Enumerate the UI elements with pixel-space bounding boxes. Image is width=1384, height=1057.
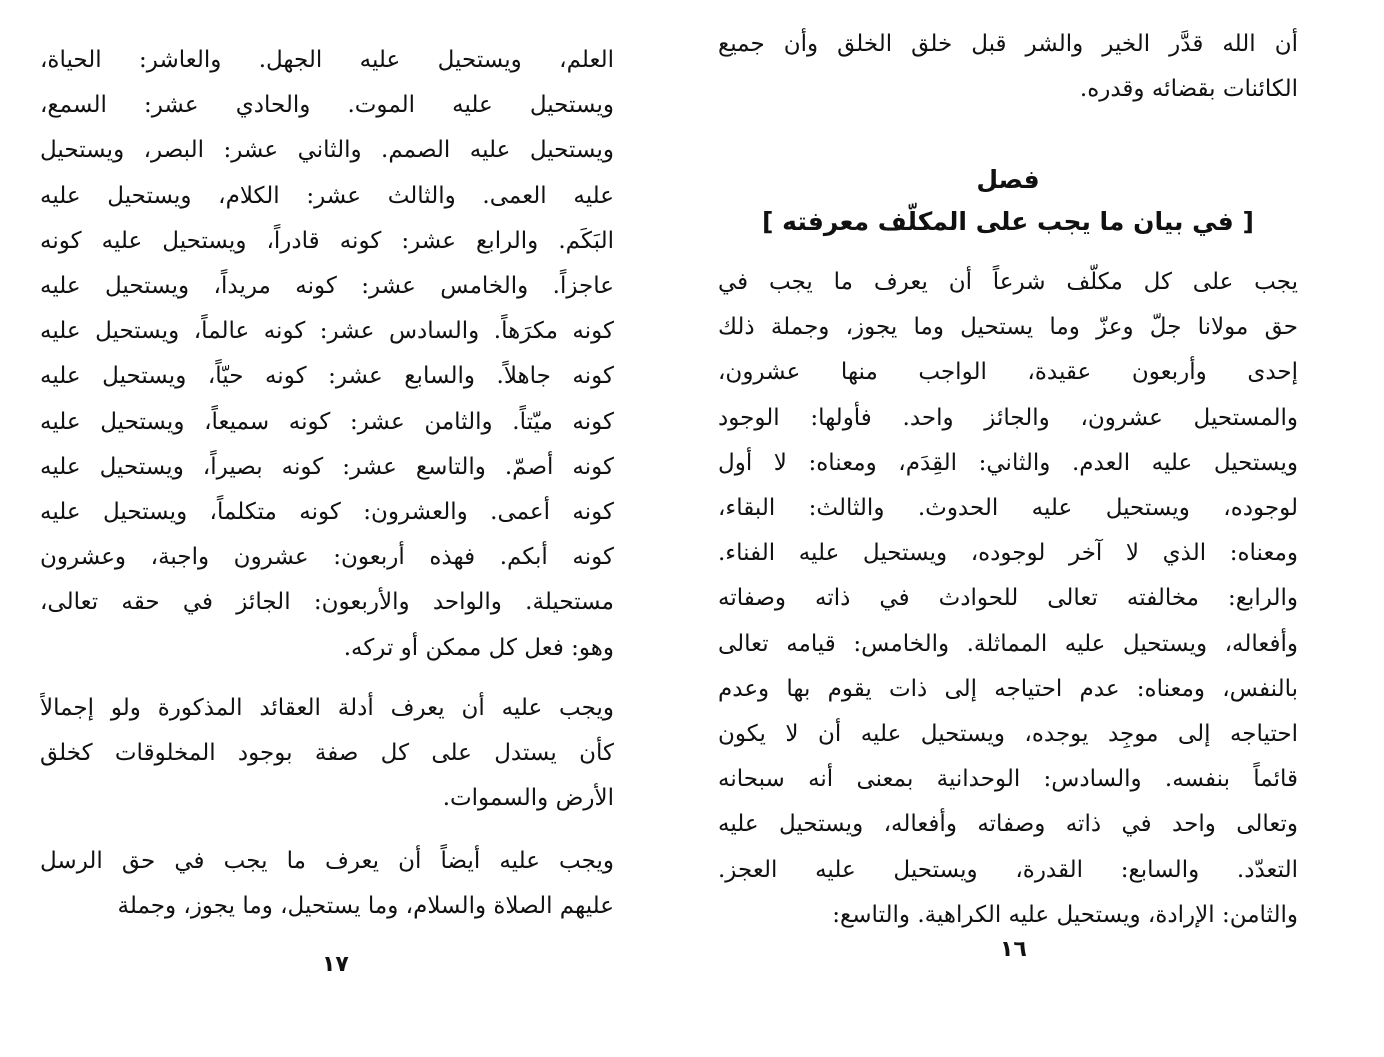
right-page (718, 0, 1298, 1057)
left-paragraph-1 (40, 38, 614, 671)
text-line: ومعناه: الذي لا آخر لوجوده، ويستحيل عليه الفناء. (718, 540, 1298, 567)
text-line: كونه مكرَهاً. والسادس عشر: كونه عالماً، ويستحيل عليه (40, 318, 614, 345)
text-line: وتعالى واحد في ذاته وصفاته وأفعاله، ويستحيل عليه (718, 811, 1298, 838)
text-line: احتياجه إلى موجِد يوجده، ويستحيل عليه أن لا يكون (718, 721, 1298, 748)
text-line: البَكَم. والرابع عشر: كونه قادراً، ويستحيل عليه كونه (40, 227, 614, 254)
text-line: بالنفس، ومعناه: عدم احتياجه إلى ذات يقوم بها وعدم (718, 675, 1298, 702)
text-line: عاجزاً. والخامس عشر: كونه مريداً، ويستحيل عليه (40, 273, 614, 300)
text-line: ويجب عليه أيضاً أن يعرف ما يجب في حق الرسل (40, 848, 614, 874)
text-line: كأن يستدل على كل صفة بوجود المخلوقات كخلق (40, 740, 614, 767)
section-title: فصل (976, 165, 1040, 194)
text-line: ويستحيل عليه الموت. والحادي عشر: السمع، (40, 92, 614, 119)
right-paragraph-1 (718, 22, 1298, 112)
text-line: العلم، ويستحيل عليه الجهل. والعاشر: الحياة، (40, 47, 614, 73)
text-line: التعدّد. والسابع: القدرة، ويستحيل عليه العجز. (718, 856, 1298, 883)
section-subtitle: [ في بيان ما يجب على المكلّف معرفته ] (762, 207, 1254, 236)
text-line: كونه جاهلاً. والسابع عشر: كونه حيّاً، ويستحيل عليه (40, 363, 614, 390)
text-line: كونه أعمى. والعشرون: كونه متكلماً، ويستحيل عليه (40, 499, 614, 526)
text-line: والرابع: مخالفته تعالى للحوادث في ذاته وصفاته (718, 585, 1298, 612)
left-paragraph-3 (40, 839, 614, 929)
text-line: ويستحيل عليه العدم. والثاني: القِدَم، ومعناه: لا أول (718, 449, 1298, 476)
text-line: أن الله قدَّر الخير والشر قبل خلق الخلق وأن جميع (718, 31, 1298, 57)
text-line: قائماً بنفسه. والسادس: الوحدانية بمعنى أنه سبحانه (718, 766, 1298, 793)
text-line: كونه أبكم. فهذه أربعون: عشرون واجبة، وعشرون (40, 544, 614, 571)
text-line: ويستحيل عليه الصمم. والثاني عشر: البصر، ويستحيل (40, 137, 614, 164)
page-number-left: ١٧ (322, 952, 349, 977)
left-page (40, 0, 614, 1057)
text-line: عليهم الصلاة والسلام، وما يستحيل، وما يجوز، وجملة (117, 893, 614, 920)
text-line: ويجب عليه أن يعرف أدلة العقائد المذكورة ولو إجمالاً (40, 695, 614, 721)
text-line: الأرض والسموات. (442, 785, 614, 812)
right-paragraph-2 (718, 260, 1298, 938)
text-line: وهو: فعل كل ممكن أو تركه. (343, 634, 614, 661)
text-line: إحدى وأربعون عقيدة، الواجب منها عشرون، (718, 359, 1298, 386)
text-line: كونه أصمّ. والتاسع عشر: كونه بصيراً، ويستحيل عليه (40, 453, 614, 480)
text-line: يجب على كل مكلّف شرعاً أن يعرف ما يجب في (718, 269, 1298, 295)
text-line: الكائنات بقضائه وقدره. (1079, 76, 1298, 103)
text-line: والثامن: الإرادة، ويستحيل عليه الكراهية. والتاسع: (832, 901, 1298, 928)
text-line: عليه العمى. والثالث عشر: الكلام، ويستحيل عليه (40, 182, 614, 209)
left-paragraph-2 (40, 686, 614, 822)
text-line: لوجوده، ويستحيل عليه الحدوث. والثالث: البقاء، (718, 495, 1298, 522)
text-line: كونه ميّتاً. والثامن عشر: كونه سميعاً، ويستحيل عليه (40, 408, 614, 435)
text-line: وأفعاله، ويستحيل عليه المماثلة. والخامس: قيامه تعالى (718, 630, 1298, 657)
text-line: والمستحيل عشرون، والجائز واحد. فأولها: الوجود (718, 404, 1298, 431)
text-line: مستحيلة. والواحد والأربعون: الجائز في حقه تعالى، (40, 589, 614, 616)
text-line: حق مولانا جلّ وعزّ وما يستحيل وما يجوز، وجملة ذلك (718, 314, 1298, 341)
page-number-right: ١٦ (1000, 937, 1027, 962)
